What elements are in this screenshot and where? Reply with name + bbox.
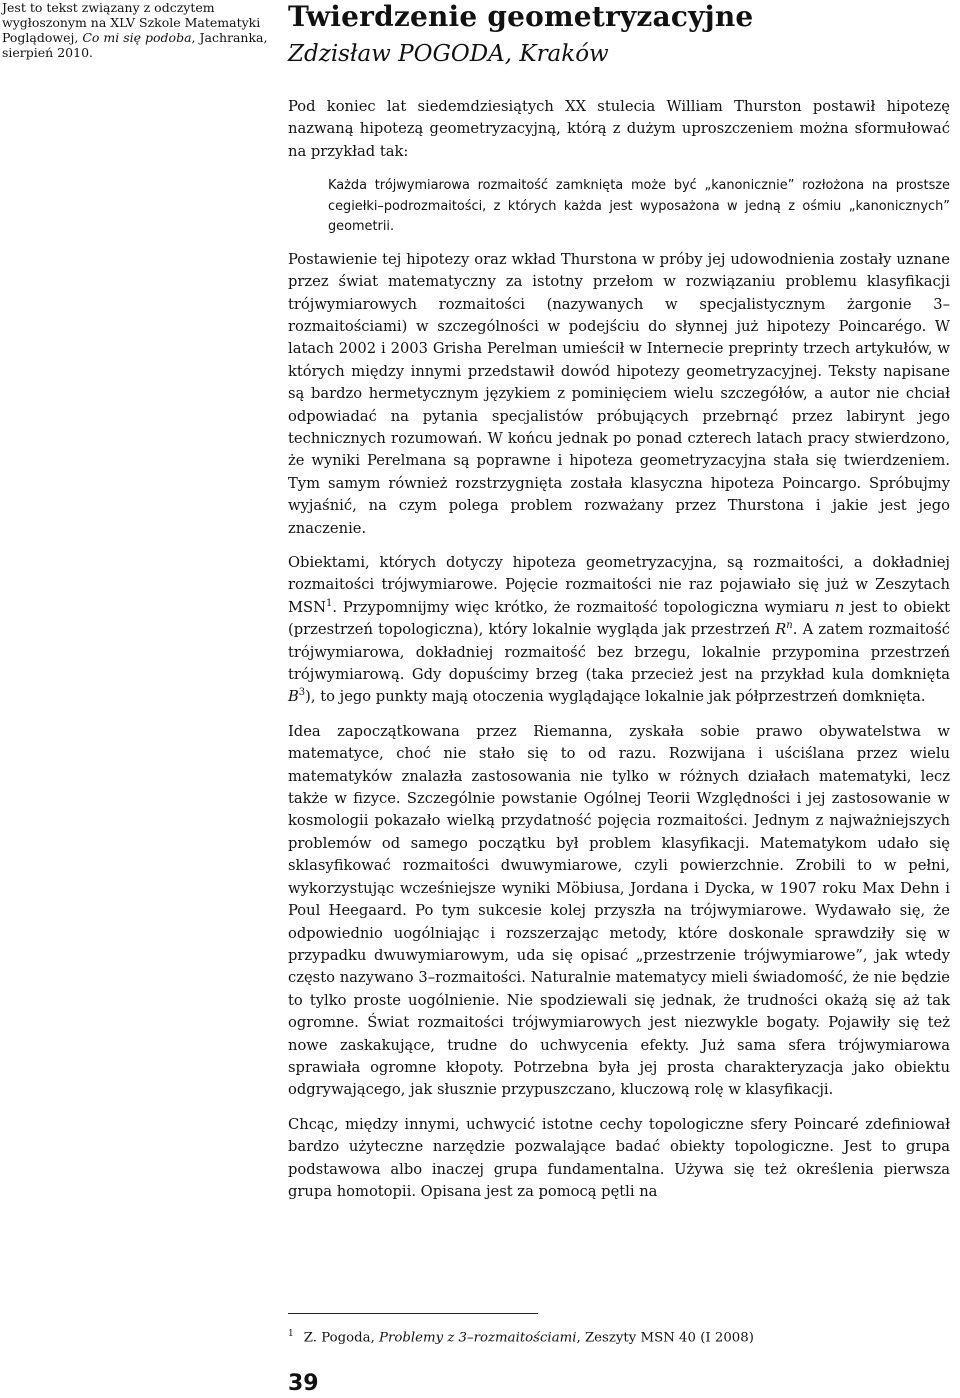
footnote-text: , Zeszyty MSN 40 (I 2008) xyxy=(576,1330,754,1346)
paragraph-intro: Pod koniec lat siedemdziesiątych XX stulecia William Thurston postawił hipotezę nazwaną hipotezą geometryzacyjną, którą z dużym uproszczeniem można sformułować na przykład tak: xyxy=(288,98,950,160)
side-note-text: Poglądowej, xyxy=(2,30,83,45)
side-note-line: sierpień 2010. xyxy=(2,45,93,60)
text-run: ), to jego punkty mają otoczenia wyglądające lokalnie jak półprzestrzeń domknięta. xyxy=(305,688,926,706)
text-run: jest to obiekt (przestrzeń topologiczna), który lokalnie wygląda jak przestrzeń xyxy=(288,598,951,639)
footnote-text: Z. Pogoda, xyxy=(303,1330,380,1346)
paragraph-history: Postawienie tej hipotezy oraz wkład Thurstona w próby jej udowodnienia zostały uznane przez świat matematyczny za istotny przełom w rozwiązaniu problemu klasyfikacji trójwymiarowych rozmaitości (nazywanych w specjalistycznym żargonie 3–rozmaitościami) w szczególności w podejściu do słynnej już hipotezy Poincarégo. W latach 2002 i 2003 Grisha Perelman umieścił w Internecie preprinty trzech artykułów, w których między innymi przedstawił dowód hipotezy geometryzacyjnej. Teksty napisane są bardzo hermetycznym językiem z pominięciem wielu szczegółów, a autor nie chciał odpowiadać na pytania specjalistów próbujących przebrnąć przez labirynt jego technicznych rozumowań. W końcu jednak po ponad czterech latach pracy stwierdzono, że wyniki Perelmana są poprawne i hipoteza geometryzacyjna stała się twierdzeniem. Tym samym również rozstrzygnięta została klasyczna hipoteza Poincargo. Spróbujmy wyjaśnić, na czym polega problem rozważany przez Thurstona i jakie jest jego znaczenie. xyxy=(288,250,950,537)
side-note-lecture-title: Co mi się podoba xyxy=(82,30,192,45)
text-run: . Przypomnijmy więc krótko, że rozmaitość topologiczna wymiaru xyxy=(332,598,835,616)
footnote-marker: 1 xyxy=(288,1329,294,1339)
footnote xyxy=(288,1325,754,1347)
paragraph-manifolds xyxy=(288,552,950,709)
paragraph-riemann: Idea zapoczątkowana przez Riemanna, zyskała sobie prawo obywatelstwa w matematyce, choć nie stało się to od razu. Rozwijana i uściślana przez wielu matematyków znalazła zastosowania nie tylko w różnych działach matematyki, lecz także w fizyce. Szczególnie powstanie Ogólnej Teorii Względności i jej zastosowanie w kosmologii pokazało wielką przydatność pojęcia rozmaitości. Jednym z najważniejszych problemów od samego początku był problem klasyfikacji. Matematykom udało się sklasyfikować rozmaitości dwuwymiarowe, czyli powierzchnie. Zrobili to w pełni, wykorzystując wcześniejsze wyniki Möbiusa, Jordana i Dycka, w 1907 roku Max Dehn i Poul Heegaard. Po tym sukcesie kolej przyszła na trójwymiarowe. Wydawało się, że odpowiednio uogólniając i rozszerzając metody, które doskonale sprawdziły się w przypadku dwuwymiarowym, uda się opisać „przestrzenie trójwymiarowe”, jak wtedy często nazywano 3–rozmaitości. Naturalnie matematycy mieli świadomość, że nie będzie to tylko proste uogólnienie. Nie spodziewali się jednak, że trudności okażą się aż tak ogromne. Świat rozmaitości trójwymiarowych jest niezwykle bogaty. Pojawiły się też nowe zaskakujące, trudne do uchwycenia efekty. Już sama sfera trójwymiarowa sprawiała ogromne kłopoty. Potrzebna była jej prosta charakteryzacja jako obiektu odgrywającego, jak słusznie przypuszczano, kluczową rolę w klasyfikacji. xyxy=(288,722,950,1099)
article-author: Zdzisław POGODA, Kraków xyxy=(288,41,609,67)
article xyxy=(288,0,950,1203)
conjecture-quote: Każda trójwymiarowa rozmaitość zamknięta może być „kanonicznie” rozłożona na prostsze cegiełki–podrozmaitości, z których każda jest wyposażona w jedną z ośmiu „kanonicznych” geometrii. xyxy=(328,178,950,235)
side-note-text: , Jachranka, xyxy=(191,30,268,45)
side-note-line: Jest to tekst związany z odczytem xyxy=(2,0,215,15)
paragraph-poincare: Chcąc, między innymi, uchwycić istotne cechy topologiczne sfery Poincaré zdefiniował bardzo użyteczne narzędzie pozwalające badać obiekty topologiczne. Jest to grupa podstawowa albo inaczej grupa fundamentalna. Używa się też określenia pierwsza grupa homotopii. Opisana jest za pomocą pętli na xyxy=(288,1115,950,1200)
side-note-line: wygłoszonym na XLV Szkole Matematyki xyxy=(2,15,261,30)
math-exponent-n: n xyxy=(786,620,793,632)
article-title: Twierdzenie geometryzacyjne xyxy=(288,0,754,33)
math-n: n xyxy=(834,598,845,616)
footnote-ref[interactable]: 1 xyxy=(325,597,333,609)
side-note-line xyxy=(2,30,280,45)
page-number: 39 xyxy=(288,1371,319,1396)
text-run: Obiektami, których dotyczy hipoteza geometryzacyjna, są rozmaitości, a dokładniej rozmaitości trójwymiarowe. Pojęcie rozmaitości nie raz pojawiało się już w Zeszytach MSN xyxy=(288,554,950,616)
math-exponent: 3 xyxy=(298,687,306,699)
math-R: R xyxy=(775,621,787,639)
footnote-divider xyxy=(288,1313,538,1314)
math-B: B xyxy=(288,688,299,706)
side-note xyxy=(2,0,280,60)
footnote-title: Problemy z 3–rozmaitościami xyxy=(379,1330,577,1346)
text-run: . A zatem rozmaitość trójwymiarowa, dokładniej rozmaitość bez brzegu, lokalnie przypomina przestrzeń trójwymiarową. Gdy dopuścimy brzeg (taka przecież jest na przykład kula domknięta xyxy=(288,621,950,684)
